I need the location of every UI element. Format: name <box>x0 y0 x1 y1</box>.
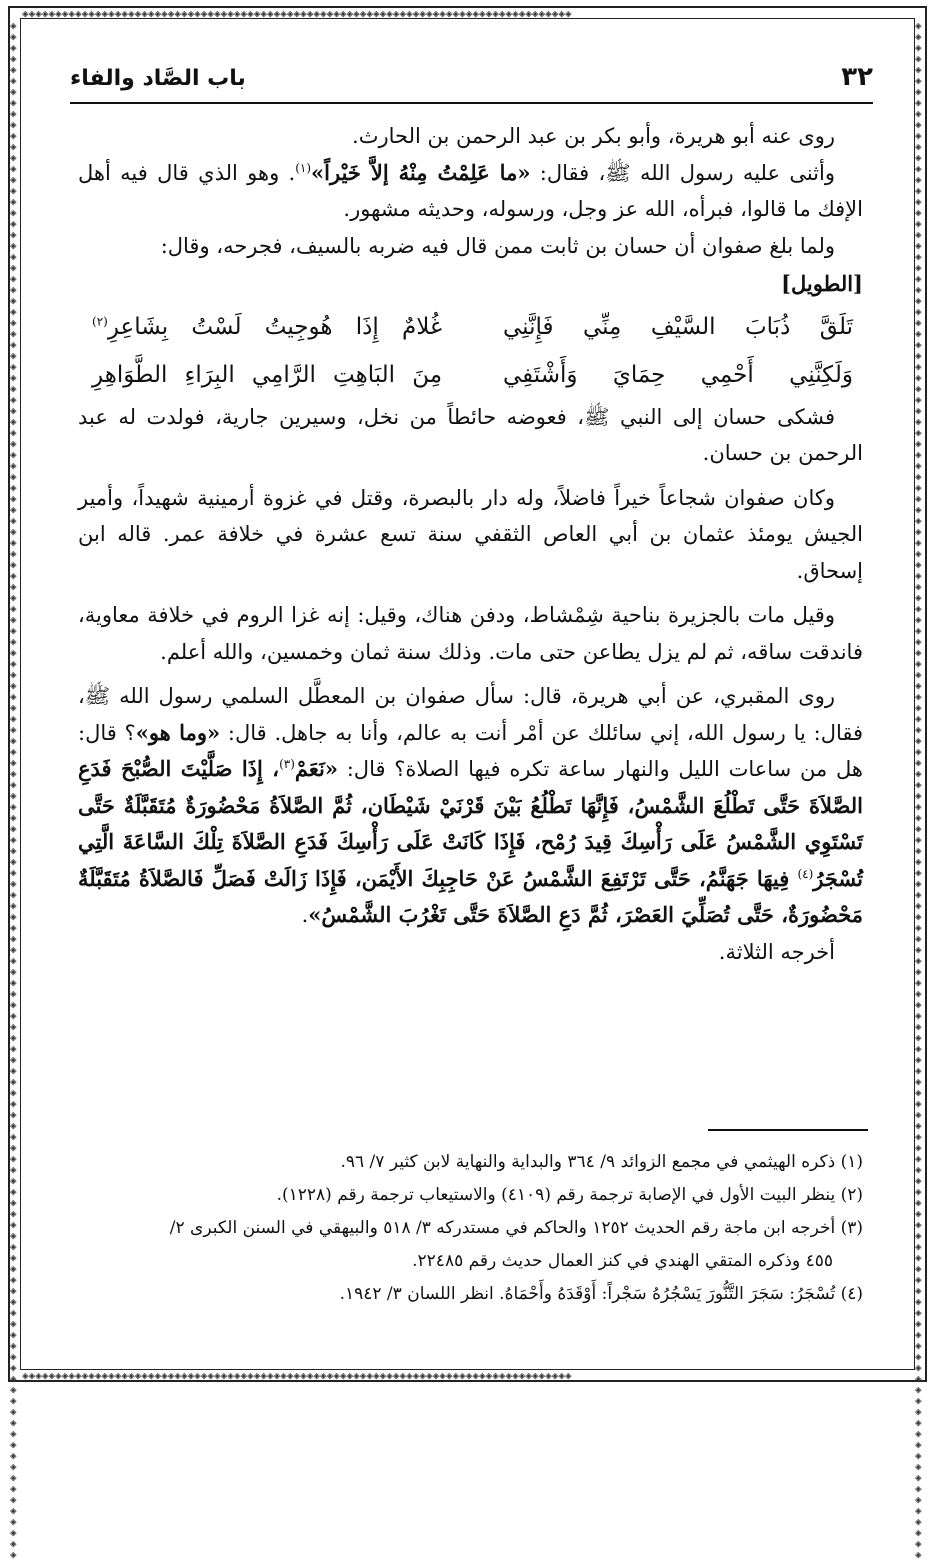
verse-line-1 <box>78 303 863 351</box>
hadith-answer-part-1: ، إِذَا صَلَّيْتَ الصُّبْحَ فَدَعِ الصَّلاَةَ حَتَّى تَطْلُعَ الشَّمْسُ، فَإِنَّهَا تَطْلُعُ بَيْنَ قَرْنَيْ شَيْطَان، ثُمَّ الصَّلاَةُ مَحْضُورَةٌ مُتَقَبَّلَةٌ حَتَّى تَسْتَوِي الشَّمْسُ عَلَى رَأْسِكَ قِيدَ رُمْح، فَإِذَا كَانَتْ عَلَى رَأْسِكَ فَدَعِ الصَّلاَةَ تِلْكَ السَّاعَةَ الَّتِي تُسْجَرُ <box>78 756 863 891</box>
paragraph-biography: وكان صفوان شجاعاً خيراً فاضلاً، وله دار بالبصرة، وقتل في غزوة أرمينية شهيداً، وأمير الجيش يومئذ عثمان بن أبي العاص الثقفي سنة تسع عشرة في خلافة عمر. قاله ابن إسحاق. <box>78 485 863 583</box>
verse-1-first-hemistich: تَلَقَّ ذُبَابَ السَّيْفِ مِنِّي فَإِنَّنِي <box>502 313 853 340</box>
border-chain-bottom: ◈◈◈◈◈◈◈◈◈◈◈◈◈◈◈◈◈◈◈◈◈◈◈◈◈◈◈◈◈◈◈◈◈◈◈◈◈◈◈◈◈◈◈◈◈◈◈◈◈◈◈◈◈◈◈◈◈◈◈◈◈◈◈◈◈◈◈◈◈◈◈◈◈◈◈◈◈◈◈◈◈◈◈ <box>22 1369 572 1382</box>
footnote-3-continuation: ٤٥٥ وذكره المتقي الهندي في كنز العمال حديث رقم ٢٢٤٨٥. <box>412 1251 833 1271</box>
border-chain-left: ◈◈◈◈◈◈◈◈◈◈◈◈◈◈◈◈◈◈◈◈◈◈◈◈◈◈◈◈◈◈◈◈◈◈◈◈◈◈◈◈◈◈◈◈◈◈◈◈◈◈◈◈◈◈◈◈◈◈◈◈◈◈◈◈◈◈◈◈◈◈◈◈◈◈◈◈◈◈◈◈◈◈◈◈◈◈◈◈◈◈◈◈◈◈◈◈◈◈◈◈◈◈◈◈◈◈◈◈◈◈◈◈◈◈◈◈◈◈◈◈◈◈◈◈◈◈◈◈◈◈◈◈◈◈◈◈◈◈◈◈ <box>10 19 17 1561</box>
border-chain-right: ◈◈◈◈◈◈◈◈◈◈◈◈◈◈◈◈◈◈◈◈◈◈◈◈◈◈◈◈◈◈◈◈◈◈◈◈◈◈◈◈◈◈◈◈◈◈◈◈◈◈◈◈◈◈◈◈◈◈◈◈◈◈◈◈◈◈◈◈◈◈◈◈◈◈◈◈◈◈◈◈◈◈◈◈◈◈◈◈◈◈◈◈◈◈◈◈◈◈◈◈◈◈◈◈◈◈◈◈◈◈◈◈◈◈◈◈◈◈◈◈◈◈◈◈◈◈◈◈◈◈◈◈◈◈◈◈◈◈◈◈ <box>915 19 922 1561</box>
hadith-answer-part-2: فِيهَا جَهَنَّمُ، حَتَّى تَرْتَفِعَ الشَّمْسُ عَنْ حَاجِبِكَ الأَيْمَن، فَإِذَا زَالَتْ فَصَلِّ فَالصَّلاَةُ مُتَقَبَّلَةٌ مَحْضُورَةٌ، حَتَّى تُصَلِّيَ العَصْرَ، ثُمَّ دَعِ الصَّلاَةَ حَتَّى تَغْرُبَ الشَّمْسُ» <box>78 865 863 927</box>
footnote-ref-3: (٣) <box>279 757 295 771</box>
footnote-separator <box>708 1129 868 1131</box>
running-title: باب الصَّاد والفاء <box>70 66 246 91</box>
paragraph-hassan: ولما بلغ صفوان أن حسان بن ثابت ممن قال فيه ضربه بالسيف، فجرحه، وقال: <box>160 233 835 258</box>
footnote-4: (٤) تُسْجَرُ: سَجَرَ التَّنُّورَ يَسْجُرُهُ سَجْراً: أَوْقَدَهُ وأَحْمَاهُ. انظر اللسان ٣/ ١٩٤٢. <box>339 1284 863 1304</box>
paragraph-praise <box>78 155 863 228</box>
main-text <box>78 118 863 970</box>
hadith-question: روى المقبري، عن أبي هريرة، قال: سأل صفوان بن المعطَّل السلمي رسول الله ﷺ، فقال: يا رسول الله، إني سائلك عن أمْر أنت به عالم، وأنا به جاهل. قال: <box>78 684 864 745</box>
footnote-ref-2: (٢) <box>92 313 108 328</box>
hadith-quote-yes: «نَعَمْ <box>294 756 338 781</box>
paragraph-narrators: روى عنه أبو هريرة، وأبو بكر بن عبد الرحمن بن الحارث. <box>352 124 835 148</box>
footnote-3: (٣) أخرجه ابن ماجة رقم الحديث ١٢٥٢ والحاكم في مستدركه ٣/ ٥١٨ والبيهقي في السنن الكبرى ٢/ <box>169 1218 863 1238</box>
footnote-2: (٢) ينظر البيت الأول في الإصابة ترجمة رقم (٤١٠٩) والاستيعاب ترجمة رقم (١٢٢٨). <box>276 1185 863 1205</box>
footnote-1: (١) ذكره الهيثمي في مجمع الزوائد ٩/ ٣٦٤ والبداية والنهاية لابن كثير ٧/ ٩٦. <box>340 1152 863 1172</box>
verse-2-first-hemistich: وَلَكِنَّنِي أَحْمِي حِمَايَ وَأَشْتَفِي <box>502 361 853 388</box>
verse-2-second-hemistich: مِنَ البَاهِتِ الرَّامِي البِرَاءِ الطَّوَاهِرِ <box>92 361 443 388</box>
paragraph-source: أخرجه الثلاثة. <box>718 939 835 964</box>
paragraph-death: وقيل مات بالجزيرة بناحية شِمْشاط، ودفن هناك، وقيل: إنه غزا الروم في خلافة معاوية، فاندقت ساقه، ثم لم يزل يطاعن حتى مات. وذلك سنة ثمان وخمسين، والله أعلم. <box>78 603 863 664</box>
praise-continuation: . وهو الذي قال فيه أهل الإفك ما قالوا، فبرأه، الله عز وجل، ورسوله، وحديثه مشهور. <box>78 160 863 221</box>
footnote-ref-4: (٤) <box>797 866 814 881</box>
praise-intro: وأثنى عليه رسول الله ﷺ، فقال: <box>539 160 836 185</box>
footnote-ref-1: (١) <box>295 160 312 175</box>
hadith-end-period: . <box>301 903 309 927</box>
border-chain-top: ◈◈◈◈◈◈◈◈◈◈◈◈◈◈◈◈◈◈◈◈◈◈◈◈◈◈◈◈◈◈◈◈◈◈◈◈◈◈◈◈◈◈◈◈◈◈◈◈◈◈◈◈◈◈◈◈◈◈◈◈◈◈◈◈◈◈◈◈◈◈◈◈◈◈◈◈◈◈◈◈◈◈◈ <box>22 7 572 20</box>
paragraph-complaint: فشكى حسان إلى النبي ﷺ، فعوضه حائطاً من نخل، وسيرين جارية، فولدت له عبد الرحمن بن حسان. <box>78 404 863 465</box>
paragraph-hadith <box>78 678 863 934</box>
verse-1-second-hemistich <box>92 303 442 351</box>
hadith-quote-what: «وما هو» <box>135 719 221 745</box>
page-header <box>70 62 873 104</box>
page-number: ٣٢ <box>841 62 873 92</box>
verse-1-second-text: غُلامٌ إِذَا هُوجِيتُ لَسْتُ بِشَاعِرِ <box>107 313 443 340</box>
hadith-question-2: ؟ قال: هل من ساعات الليل والنهار ساعة تكره فيها الصلاة؟ قال: <box>78 720 863 781</box>
footnotes <box>78 1146 863 1311</box>
verse-line-2 <box>78 351 863 399</box>
poetic-meter: [الطويل] <box>781 271 863 296</box>
hadith-quote-praise: «ما عَلِمْتُ مِنْهُ إلاَّ خَيْراً» <box>311 159 531 185</box>
